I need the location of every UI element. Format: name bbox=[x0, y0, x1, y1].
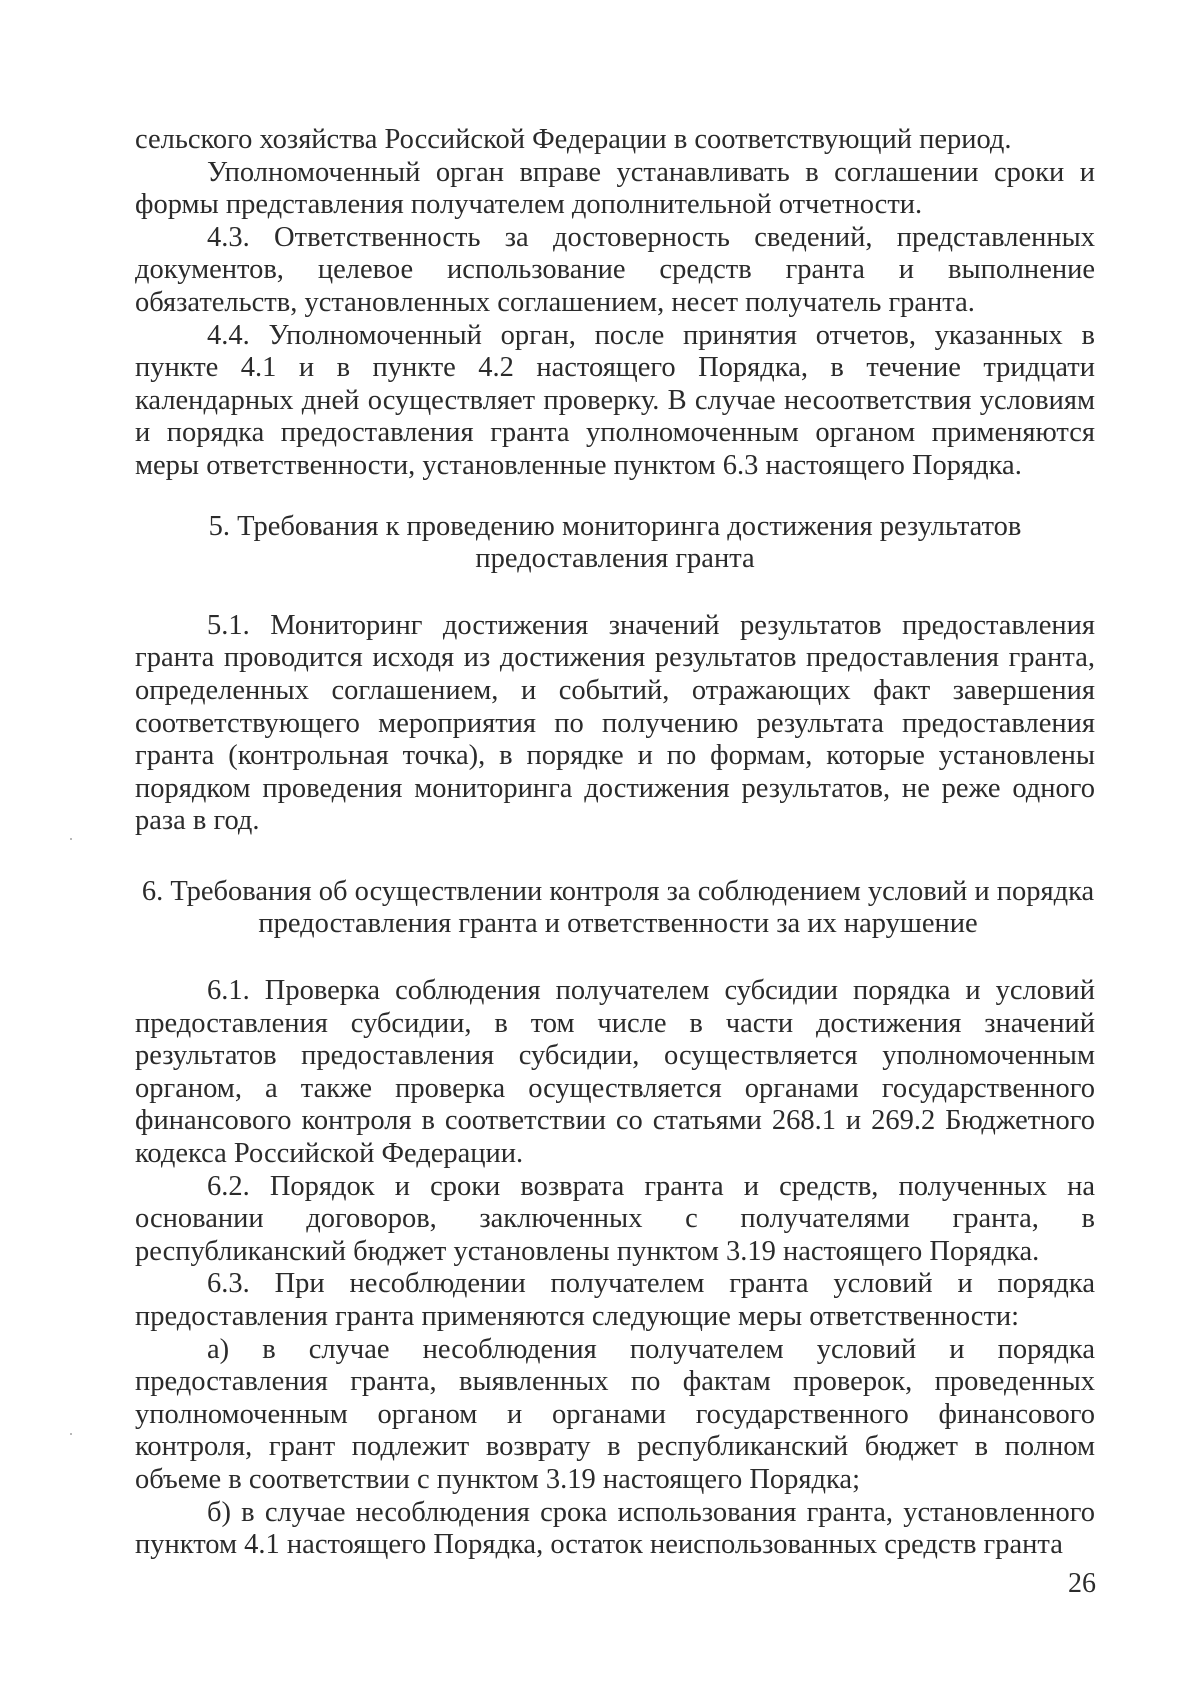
paragraph-6-1: 6.1. Проверка соблюдения получателем субсидии порядка и условий предоставления субсидии, в том числе в части достижения значений результатов предоставления субсидии, осуществляется уполномоченным органом, а также проверка осуществляется органами государственного финансового контроля в соответствии со статьями 268.1 и 269.2 Бюджетного кодекса Российской Федерации. bbox=[135, 975, 1095, 1170]
section-6-heading bbox=[135, 876, 1095, 941]
section-6-heading-line-2: предоставления гранта и ответственности за их нарушение bbox=[258, 908, 978, 940]
paragraph-6-3-b: б) в случае несоблюдения срока использования гранта, установленного пунктом 4.1 настоящего Порядка, остаток неиспользованных средств гранта bbox=[135, 1496, 1095, 1561]
section-5-heading-line-2: предоставления гранта bbox=[475, 543, 755, 575]
paragraph-continuation: сельского хозяйства Российской Федерации в соответствующий период. bbox=[135, 124, 1012, 155]
page-number: 26 bbox=[1068, 1568, 1096, 1599]
paragraph-reporting-forms: Уполномоченный орган вправе устанавливать в соглашении сроки и формы представления получателем дополнительной отчетности. bbox=[135, 156, 1095, 221]
section-5-heading-line-1: 5. Требования к проведению мониторинга достижения результатов bbox=[208, 510, 1022, 542]
paragraph-4-3: 4.3. Ответственность за достоверность сведений, представленных документов, целевое использование средств гранта и выполнение обязательств, установленных соглашением, несет получатель гранта. bbox=[135, 221, 1095, 318]
scan-margin-mark bbox=[70, 838, 72, 840]
scan-margin-mark bbox=[70, 1433, 72, 1435]
paragraph-5-1: 5.1. Мониторинг достижения значений результатов предоставления гранта проводится исходя из достижения результатов предоставления гранта, определенных соглашением, и событий, отражающих факт завершения соответствующего мероприятия по получению результата предоставления гранта (контрольная точка), в порядке и по формам, которые установлены порядком проведения мониторинга достижения результатов, не реже одного раза в год. bbox=[135, 609, 1095, 837]
section-5-heading bbox=[135, 511, 1095, 576]
document-page bbox=[135, 124, 1095, 1562]
paragraph-6-2: 6.2. Порядок и сроки возврата гранта и средств, полученных на основании договоров, заключенных с получателями гранта, в республиканский бюджет установлены пунктом 3.19 настоящего Порядка. bbox=[135, 1170, 1095, 1267]
paragraph-6-3: 6.3. При несоблюдении получателем гранта условий и порядка предоставления гранта применяются следующие меры ответственности: bbox=[135, 1268, 1095, 1332]
section-6-heading-line-1: 6. Требования об осуществлении контроля за соблюдением условий и порядка bbox=[141, 875, 1095, 907]
paragraph-6-3-a: а) в случае несоблюдения получателем условий и порядка предоставления гранта, выявленных по фактам проверок, проведенных уполномоченным органом и органами государственного финансового контроля, грант подлежит возврату в республиканский бюджет в полном объеме в соответствии с пунктом 3.19 настоящего Порядка; bbox=[135, 1333, 1095, 1495]
paragraph-4-4: 4.4. Уполномоченный орган, после принятия отчетов, указанных в пункте 4.1 и в пункте 4.2 настоящего Порядка, в течение тридцати календарных дней осуществляет проверку. В случае несоответствия условиям и порядка предоставления гранта уполномоченным органом применяются меры ответственности, установленные пунктом 6.3 настоящего Порядка. bbox=[135, 319, 1095, 481]
